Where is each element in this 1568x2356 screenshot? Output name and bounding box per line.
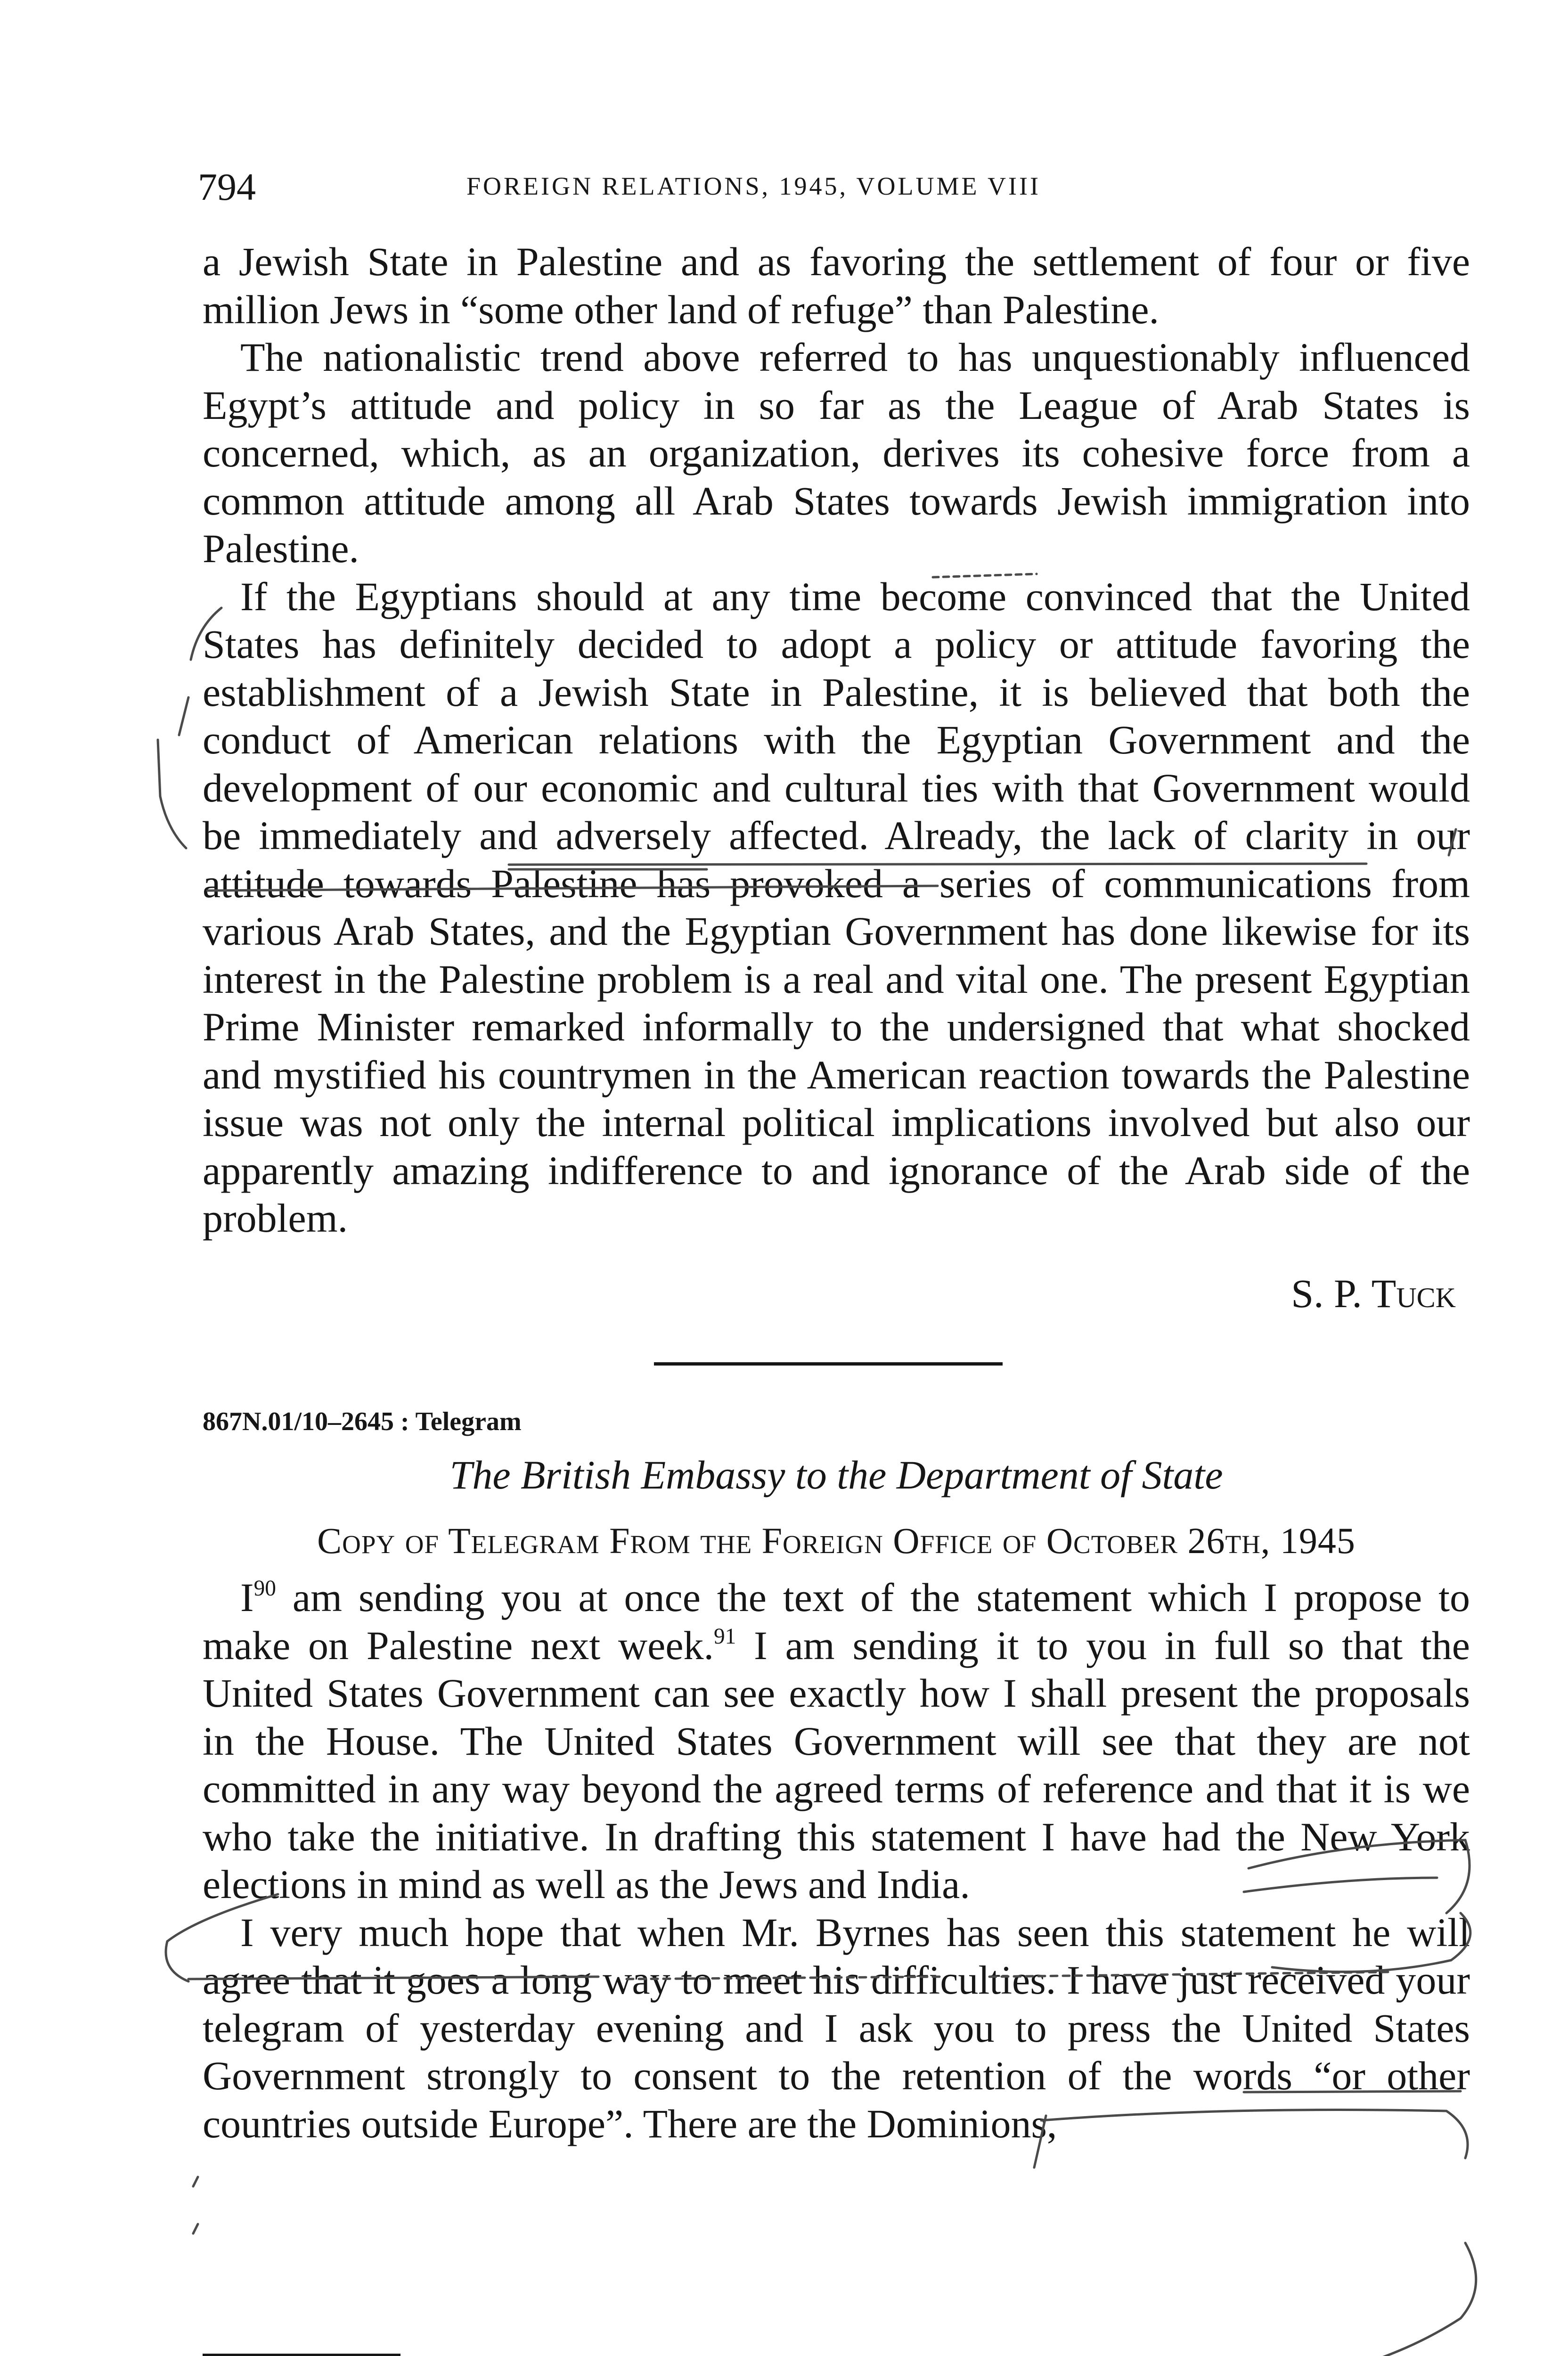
- signature-initials: S. P. T: [1291, 1271, 1396, 1316]
- signature: [1291, 1270, 1456, 1317]
- running-head-title: FOREIGN RELATIONS, 1945, VOLUME VIII: [466, 172, 1041, 200]
- section-divider: [654, 1362, 1003, 1366]
- margin-mark: [193, 2177, 198, 2233]
- telegram-paragraph-1: [203, 1574, 1470, 1909]
- paragraph-3: If the Egyptians should at any time become convinced that the United States has definitely decided to adopt a policy or attitude favoring the establishment of a Jewish State in Palestine, it is believed that both the conduct of American relations with the Egyptian Government and the development of our economic and cultural ties with that Government would be immediately and adversely affected. Already, the lack of clarity in our attitude towards Palestine has provoked a series of communications from various Arab States, and the Egyptian Government has done likewise for its interest in the Palestine problem is a real and vital one. The present Egyptian Prime Minister remarked informally to the undersigned that what shocked and mystified his countrymen in the American reaction towards the Palestine issue was not only the internal political implications involved but also our apparently amazing indifference to and ignorance of the Arab side of the problem.: [203, 573, 1470, 1241]
- swoosh-mark: [1225, 2243, 1476, 2356]
- document-subheading: Copy of Telegram From the Foreign Office of October 26th, 1945: [317, 1520, 1356, 1561]
- document-heading: The British Embassy to the Department of State: [449, 1452, 1223, 1497]
- telegram-paragraph-2: I very much hope that when Mr. Byrnes has seen this statement he will agree that it goes a long way to meet his difficulties. I have just received your telegram of yesterday evening and I ask you to press the United States Government strongly to consent to the retention of the words “or other countries outside Europe”. There are the Dominions,: [203, 1909, 1470, 2146]
- footnote-ref-91: 91: [714, 1624, 736, 1649]
- footnote-ref-90: 90: [253, 1576, 276, 1601]
- telegram-p1-end: I am sending it to you in full so that the United States Government can see exactly how I shall present the proposals in the House. The United States Government will see that they are not committed in any way beyond the agreed terms of reference and that it is we who take the initiative. In drafting this statement I have had the New York elections in mind as well as the Jews and India.: [203, 1622, 1470, 1907]
- signature-surname-rest: uck: [1396, 1271, 1456, 1316]
- document-id: 867N.01/10–2645 : Telegram: [203, 1407, 522, 1436]
- paragraph-2: The nationalistic trend above referred to has unquestionably influenced Egypt’s attitude and policy in so far as the League of Arab States is concerned, which, as an organization, derives its cohesive force from a common attitude among all Arab States towards Jewish immigration into Palestine.: [203, 335, 1470, 571]
- paragraph-1: a Jewish State in Palestine and as favoring the settlement of four or five million Jews in “some other land of refuge” than Palestine.: [203, 239, 1470, 332]
- footnote-divider: [203, 2354, 400, 2356]
- running-head: [198, 165, 1465, 217]
- section-body: [203, 238, 1470, 1243]
- page-number: 794: [198, 165, 256, 208]
- telegram-p1-mid: am sending you at once the text of the statement which I propose to make on Palestine next week.: [203, 1575, 1470, 1668]
- telegram-p1-start: I: [240, 1575, 254, 1620]
- telegram-body: [203, 1574, 1470, 2148]
